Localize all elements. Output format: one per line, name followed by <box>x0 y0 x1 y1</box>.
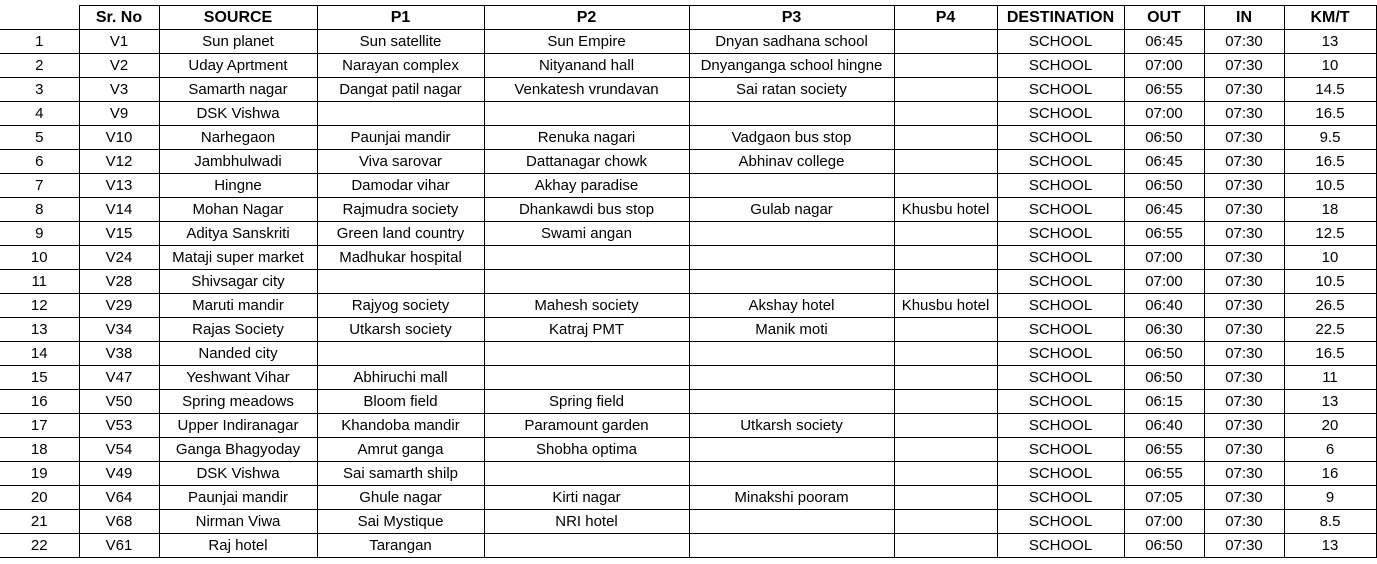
cell-km: 16.5 <box>1284 102 1376 126</box>
cell-sr-no: V24 <box>79 246 159 270</box>
cell-source: DSK Vishwa <box>159 102 317 126</box>
cell-out: 07:00 <box>1124 270 1204 294</box>
cell-destination: SCHOOL <box>997 198 1124 222</box>
cell-destination: SCHOOL <box>997 150 1124 174</box>
cell-out: 06:45 <box>1124 198 1204 222</box>
header-sr-no: Sr. No <box>79 6 159 30</box>
cell-index: 8 <box>0 198 79 222</box>
cell-p2: Dhankawdi bus stop <box>484 198 689 222</box>
cell-index: 4 <box>0 102 79 126</box>
cell-p2: Paramount garden <box>484 414 689 438</box>
cell-p3 <box>689 366 894 390</box>
cell-destination: SCHOOL <box>997 486 1124 510</box>
cell-out: 07:05 <box>1124 486 1204 510</box>
cell-p2 <box>484 366 689 390</box>
cell-p3: Sai ratan society <box>689 78 894 102</box>
cell-source: Narhegaon <box>159 126 317 150</box>
cell-in: 07:30 <box>1204 126 1284 150</box>
cell-destination: SCHOOL <box>997 174 1124 198</box>
cell-in: 07:30 <box>1204 342 1284 366</box>
cell-p4 <box>894 342 997 366</box>
cell-sr-no: V10 <box>79 126 159 150</box>
cell-sr-no: V54 <box>79 438 159 462</box>
table-row <box>0 198 1376 222</box>
cell-out: 06:50 <box>1124 366 1204 390</box>
cell-p1: Sun satellite <box>317 30 484 54</box>
cell-index: 1 <box>0 30 79 54</box>
cell-sr-no: V14 <box>79 198 159 222</box>
cell-p2: NRI hotel <box>484 510 689 534</box>
cell-p4 <box>894 510 997 534</box>
cell-p4 <box>894 246 997 270</box>
cell-destination: SCHOOL <box>997 78 1124 102</box>
header-index <box>0 6 79 30</box>
cell-p4 <box>894 54 997 78</box>
cell-p1: Madhukar hospital <box>317 246 484 270</box>
cell-in: 07:30 <box>1204 462 1284 486</box>
cell-km: 20 <box>1284 414 1376 438</box>
cell-p1: Abhiruchi mall <box>317 366 484 390</box>
cell-in: 07:30 <box>1204 222 1284 246</box>
cell-p4 <box>894 174 997 198</box>
cell-out: 06:55 <box>1124 462 1204 486</box>
cell-out: 06:50 <box>1124 342 1204 366</box>
cell-out: 06:45 <box>1124 150 1204 174</box>
header-p1: P1 <box>317 6 484 30</box>
cell-p2: Katraj PMT <box>484 318 689 342</box>
table-row <box>0 246 1376 270</box>
cell-in: 07:30 <box>1204 318 1284 342</box>
cell-in: 07:30 <box>1204 174 1284 198</box>
cell-km: 10 <box>1284 54 1376 78</box>
cell-source: Aditya Sanskriti <box>159 222 317 246</box>
cell-index: 16 <box>0 390 79 414</box>
cell-p3 <box>689 438 894 462</box>
cell-km: 10.5 <box>1284 270 1376 294</box>
cell-p4 <box>894 270 997 294</box>
cell-p2: Shobha optima <box>484 438 689 462</box>
cell-out: 06:40 <box>1124 414 1204 438</box>
cell-source: Ganga Bhagyoday <box>159 438 317 462</box>
cell-km: 6 <box>1284 438 1376 462</box>
cell-p2 <box>484 102 689 126</box>
cell-source: Mohan Nagar <box>159 198 317 222</box>
cell-p4 <box>894 102 997 126</box>
cell-p2 <box>484 342 689 366</box>
cell-index: 10 <box>0 246 79 270</box>
cell-out: 07:00 <box>1124 246 1204 270</box>
cell-out: 06:50 <box>1124 126 1204 150</box>
cell-p4 <box>894 366 997 390</box>
header-out: OUT <box>1124 6 1204 30</box>
table-row <box>0 390 1376 414</box>
cell-destination: SCHOOL <box>997 366 1124 390</box>
cell-p3: Gulab nagar <box>689 198 894 222</box>
cell-destination: SCHOOL <box>997 438 1124 462</box>
header-p4: P4 <box>894 6 997 30</box>
table-row <box>0 150 1376 174</box>
cell-p1: Damodar vihar <box>317 174 484 198</box>
cell-p3 <box>689 246 894 270</box>
cell-sr-no: V2 <box>79 54 159 78</box>
cell-index: 21 <box>0 510 79 534</box>
cell-out: 07:00 <box>1124 54 1204 78</box>
cell-index: 19 <box>0 462 79 486</box>
cell-sr-no: V13 <box>79 174 159 198</box>
cell-in: 07:30 <box>1204 150 1284 174</box>
cell-p3: Akshay hotel <box>689 294 894 318</box>
cell-destination: SCHOOL <box>997 102 1124 126</box>
cell-index: 3 <box>0 78 79 102</box>
cell-sr-no: V15 <box>79 222 159 246</box>
table-row <box>0 102 1376 126</box>
cell-p4 <box>894 462 997 486</box>
cell-in: 07:30 <box>1204 366 1284 390</box>
cell-source: Spring meadows <box>159 390 317 414</box>
cell-sr-no: V61 <box>79 534 159 558</box>
cell-in: 07:30 <box>1204 294 1284 318</box>
cell-km: 26.5 <box>1284 294 1376 318</box>
table-row <box>0 534 1376 558</box>
cell-out: 06:15 <box>1124 390 1204 414</box>
cell-p1: Sai Mystique <box>317 510 484 534</box>
table-row <box>0 54 1376 78</box>
cell-p3: Minakshi pooram <box>689 486 894 510</box>
cell-destination: SCHOOL <box>997 54 1124 78</box>
cell-in: 07:30 <box>1204 246 1284 270</box>
cell-out: 07:00 <box>1124 102 1204 126</box>
cell-p1: Rajyog society <box>317 294 484 318</box>
cell-p2 <box>484 462 689 486</box>
cell-p4 <box>894 486 997 510</box>
cell-p3: Vadgaon bus stop <box>689 126 894 150</box>
cell-km: 13 <box>1284 30 1376 54</box>
cell-p1: Tarangan <box>317 534 484 558</box>
cell-km: 10 <box>1284 246 1376 270</box>
cell-destination: SCHOOL <box>997 30 1124 54</box>
cell-source: Mataji super market <box>159 246 317 270</box>
cell-p3 <box>689 222 894 246</box>
cell-index: 5 <box>0 126 79 150</box>
route-table <box>0 5 1377 558</box>
table-row <box>0 222 1376 246</box>
cell-km: 9.5 <box>1284 126 1376 150</box>
cell-p1: Viva sarovar <box>317 150 484 174</box>
header-in: IN <box>1204 6 1284 30</box>
cell-sr-no: V1 <box>79 30 159 54</box>
cell-in: 07:30 <box>1204 30 1284 54</box>
table-row <box>0 366 1376 390</box>
cell-destination: SCHOOL <box>997 414 1124 438</box>
header-source: SOURCE <box>159 6 317 30</box>
cell-p2: Kirti nagar <box>484 486 689 510</box>
table-row <box>0 174 1376 198</box>
cell-p4 <box>894 126 997 150</box>
cell-in: 07:30 <box>1204 54 1284 78</box>
cell-p3 <box>689 462 894 486</box>
header-p2: P2 <box>484 6 689 30</box>
cell-out: 06:55 <box>1124 222 1204 246</box>
cell-sr-no: V50 <box>79 390 159 414</box>
cell-index: 9 <box>0 222 79 246</box>
cell-sr-no: V3 <box>79 78 159 102</box>
cell-p4 <box>894 30 997 54</box>
cell-km: 16.5 <box>1284 150 1376 174</box>
cell-p4 <box>894 438 997 462</box>
cell-sr-no: V29 <box>79 294 159 318</box>
cell-source: Nanded city <box>159 342 317 366</box>
cell-out: 06:45 <box>1124 30 1204 54</box>
cell-index: 6 <box>0 150 79 174</box>
cell-p1: Narayan complex <box>317 54 484 78</box>
cell-out: 06:30 <box>1124 318 1204 342</box>
cell-km: 8.5 <box>1284 510 1376 534</box>
cell-sr-no: V68 <box>79 510 159 534</box>
cell-p4 <box>894 318 997 342</box>
cell-sr-no: V12 <box>79 150 159 174</box>
table-row <box>0 414 1376 438</box>
cell-p1: Dangat patil nagar <box>317 78 484 102</box>
cell-p1 <box>317 102 484 126</box>
cell-in: 07:30 <box>1204 78 1284 102</box>
table-row <box>0 126 1376 150</box>
cell-out: 06:40 <box>1124 294 1204 318</box>
cell-source: Upper Indiranagar <box>159 414 317 438</box>
cell-index: 2 <box>0 54 79 78</box>
cell-p2: Renuka nagari <box>484 126 689 150</box>
cell-km: 13 <box>1284 390 1376 414</box>
cell-km: 16 <box>1284 462 1376 486</box>
cell-p2: Swami angan <box>484 222 689 246</box>
cell-km: 16.5 <box>1284 342 1376 366</box>
cell-km: 12.5 <box>1284 222 1376 246</box>
cell-km: 14.5 <box>1284 78 1376 102</box>
cell-source: Samarth nagar <box>159 78 317 102</box>
cell-p4 <box>894 414 997 438</box>
cell-sr-no: V38 <box>79 342 159 366</box>
cell-out: 06:55 <box>1124 78 1204 102</box>
cell-destination: SCHOOL <box>997 270 1124 294</box>
cell-km: 10.5 <box>1284 174 1376 198</box>
cell-source: Raj hotel <box>159 534 317 558</box>
table-row <box>0 462 1376 486</box>
cell-destination: SCHOOL <box>997 390 1124 414</box>
cell-destination: SCHOOL <box>997 534 1124 558</box>
cell-sr-no: V49 <box>79 462 159 486</box>
cell-in: 07:30 <box>1204 486 1284 510</box>
cell-sr-no: V64 <box>79 486 159 510</box>
cell-out: 06:55 <box>1124 438 1204 462</box>
cell-p2: Akhay paradise <box>484 174 689 198</box>
cell-p1: Sai samarth shilp <box>317 462 484 486</box>
cell-p4: Khusbu hotel <box>894 198 997 222</box>
cell-p1 <box>317 342 484 366</box>
cell-p3 <box>689 390 894 414</box>
cell-source: Uday Aprtment <box>159 54 317 78</box>
header-row <box>0 6 1376 30</box>
cell-in: 07:30 <box>1204 414 1284 438</box>
cell-p2: Nityanand hall <box>484 54 689 78</box>
cell-p2: Mahesh society <box>484 294 689 318</box>
cell-source: Nirman Viwa <box>159 510 317 534</box>
cell-p2 <box>484 270 689 294</box>
cell-p2: Spring field <box>484 390 689 414</box>
cell-p1: Utkarsh society <box>317 318 484 342</box>
cell-p2 <box>484 246 689 270</box>
cell-p1: Bloom field <box>317 390 484 414</box>
cell-in: 07:30 <box>1204 534 1284 558</box>
cell-p3: Utkarsh society <box>689 414 894 438</box>
table-row <box>0 438 1376 462</box>
cell-index: 14 <box>0 342 79 366</box>
cell-p3: Dnyanganga school hingne <box>689 54 894 78</box>
cell-destination: SCHOOL <box>997 126 1124 150</box>
cell-p2 <box>484 534 689 558</box>
cell-km: 22.5 <box>1284 318 1376 342</box>
cell-destination: SCHOOL <box>997 342 1124 366</box>
table-row <box>0 78 1376 102</box>
cell-source: Hingne <box>159 174 317 198</box>
cell-p4 <box>894 78 997 102</box>
cell-p3 <box>689 534 894 558</box>
cell-km: 18 <box>1284 198 1376 222</box>
cell-index: 13 <box>0 318 79 342</box>
cell-p4 <box>894 390 997 414</box>
cell-index: 7 <box>0 174 79 198</box>
cell-p1: Amrut ganga <box>317 438 484 462</box>
cell-index: 20 <box>0 486 79 510</box>
cell-p3 <box>689 174 894 198</box>
cell-p1: Ghule nagar <box>317 486 484 510</box>
cell-out: 06:50 <box>1124 174 1204 198</box>
cell-in: 07:30 <box>1204 390 1284 414</box>
cell-destination: SCHOOL <box>997 462 1124 486</box>
cell-index: 17 <box>0 414 79 438</box>
cell-in: 07:30 <box>1204 270 1284 294</box>
cell-km: 9 <box>1284 486 1376 510</box>
cell-p1: Rajmudra society <box>317 198 484 222</box>
table-row <box>0 486 1376 510</box>
cell-sr-no: V53 <box>79 414 159 438</box>
cell-p3: Manik moti <box>689 318 894 342</box>
cell-p4 <box>894 150 997 174</box>
cell-destination: SCHOOL <box>997 222 1124 246</box>
cell-index: 22 <box>0 534 79 558</box>
table-row <box>0 510 1376 534</box>
cell-km: 13 <box>1284 534 1376 558</box>
cell-p3: Dnyan sadhana school <box>689 30 894 54</box>
cell-p2: Sun Empire <box>484 30 689 54</box>
cell-in: 07:30 <box>1204 438 1284 462</box>
cell-p3 <box>689 102 894 126</box>
cell-index: 11 <box>0 270 79 294</box>
cell-source: Jambhulwadi <box>159 150 317 174</box>
table-row <box>0 294 1376 318</box>
cell-source: Shivsagar city <box>159 270 317 294</box>
cell-p2: Dattanagar chowk <box>484 150 689 174</box>
cell-p1 <box>317 270 484 294</box>
cell-destination: SCHOOL <box>997 318 1124 342</box>
cell-source: Sun planet <box>159 30 317 54</box>
cell-in: 07:30 <box>1204 198 1284 222</box>
cell-destination: SCHOOL <box>997 246 1124 270</box>
cell-source: Rajas Society <box>159 318 317 342</box>
cell-source: Paunjai mandir <box>159 486 317 510</box>
cell-out: 06:50 <box>1124 534 1204 558</box>
cell-source: Yeshwant Vihar <box>159 366 317 390</box>
cell-p3 <box>689 270 894 294</box>
cell-p1: Khandoba mandir <box>317 414 484 438</box>
cell-sr-no: V47 <box>79 366 159 390</box>
header-destination: DESTINATION <box>997 6 1124 30</box>
cell-source: DSK Vishwa <box>159 462 317 486</box>
cell-p3: Abhinav college <box>689 150 894 174</box>
cell-destination: SCHOOL <box>997 510 1124 534</box>
header-p3: P3 <box>689 6 894 30</box>
cell-index: 18 <box>0 438 79 462</box>
cell-p2: Venkatesh vrundavan <box>484 78 689 102</box>
cell-p4 <box>894 534 997 558</box>
cell-index: 15 <box>0 366 79 390</box>
cell-p1: Paunjai mandir <box>317 126 484 150</box>
table-row <box>0 270 1376 294</box>
header-km: KM/T <box>1284 6 1376 30</box>
table-row <box>0 318 1376 342</box>
cell-p3 <box>689 342 894 366</box>
cell-out: 07:00 <box>1124 510 1204 534</box>
cell-in: 07:30 <box>1204 102 1284 126</box>
cell-p3 <box>689 510 894 534</box>
cell-sr-no: V9 <box>79 102 159 126</box>
cell-in: 07:30 <box>1204 510 1284 534</box>
table-row <box>0 30 1376 54</box>
cell-km: 11 <box>1284 366 1376 390</box>
cell-p4: Khusbu hotel <box>894 294 997 318</box>
cell-index: 12 <box>0 294 79 318</box>
cell-p1: Green land country <box>317 222 484 246</box>
cell-destination: SCHOOL <box>997 294 1124 318</box>
cell-p4 <box>894 222 997 246</box>
cell-sr-no: V28 <box>79 270 159 294</box>
table-row <box>0 342 1376 366</box>
cell-sr-no: V34 <box>79 318 159 342</box>
cell-source: Maruti mandir <box>159 294 317 318</box>
